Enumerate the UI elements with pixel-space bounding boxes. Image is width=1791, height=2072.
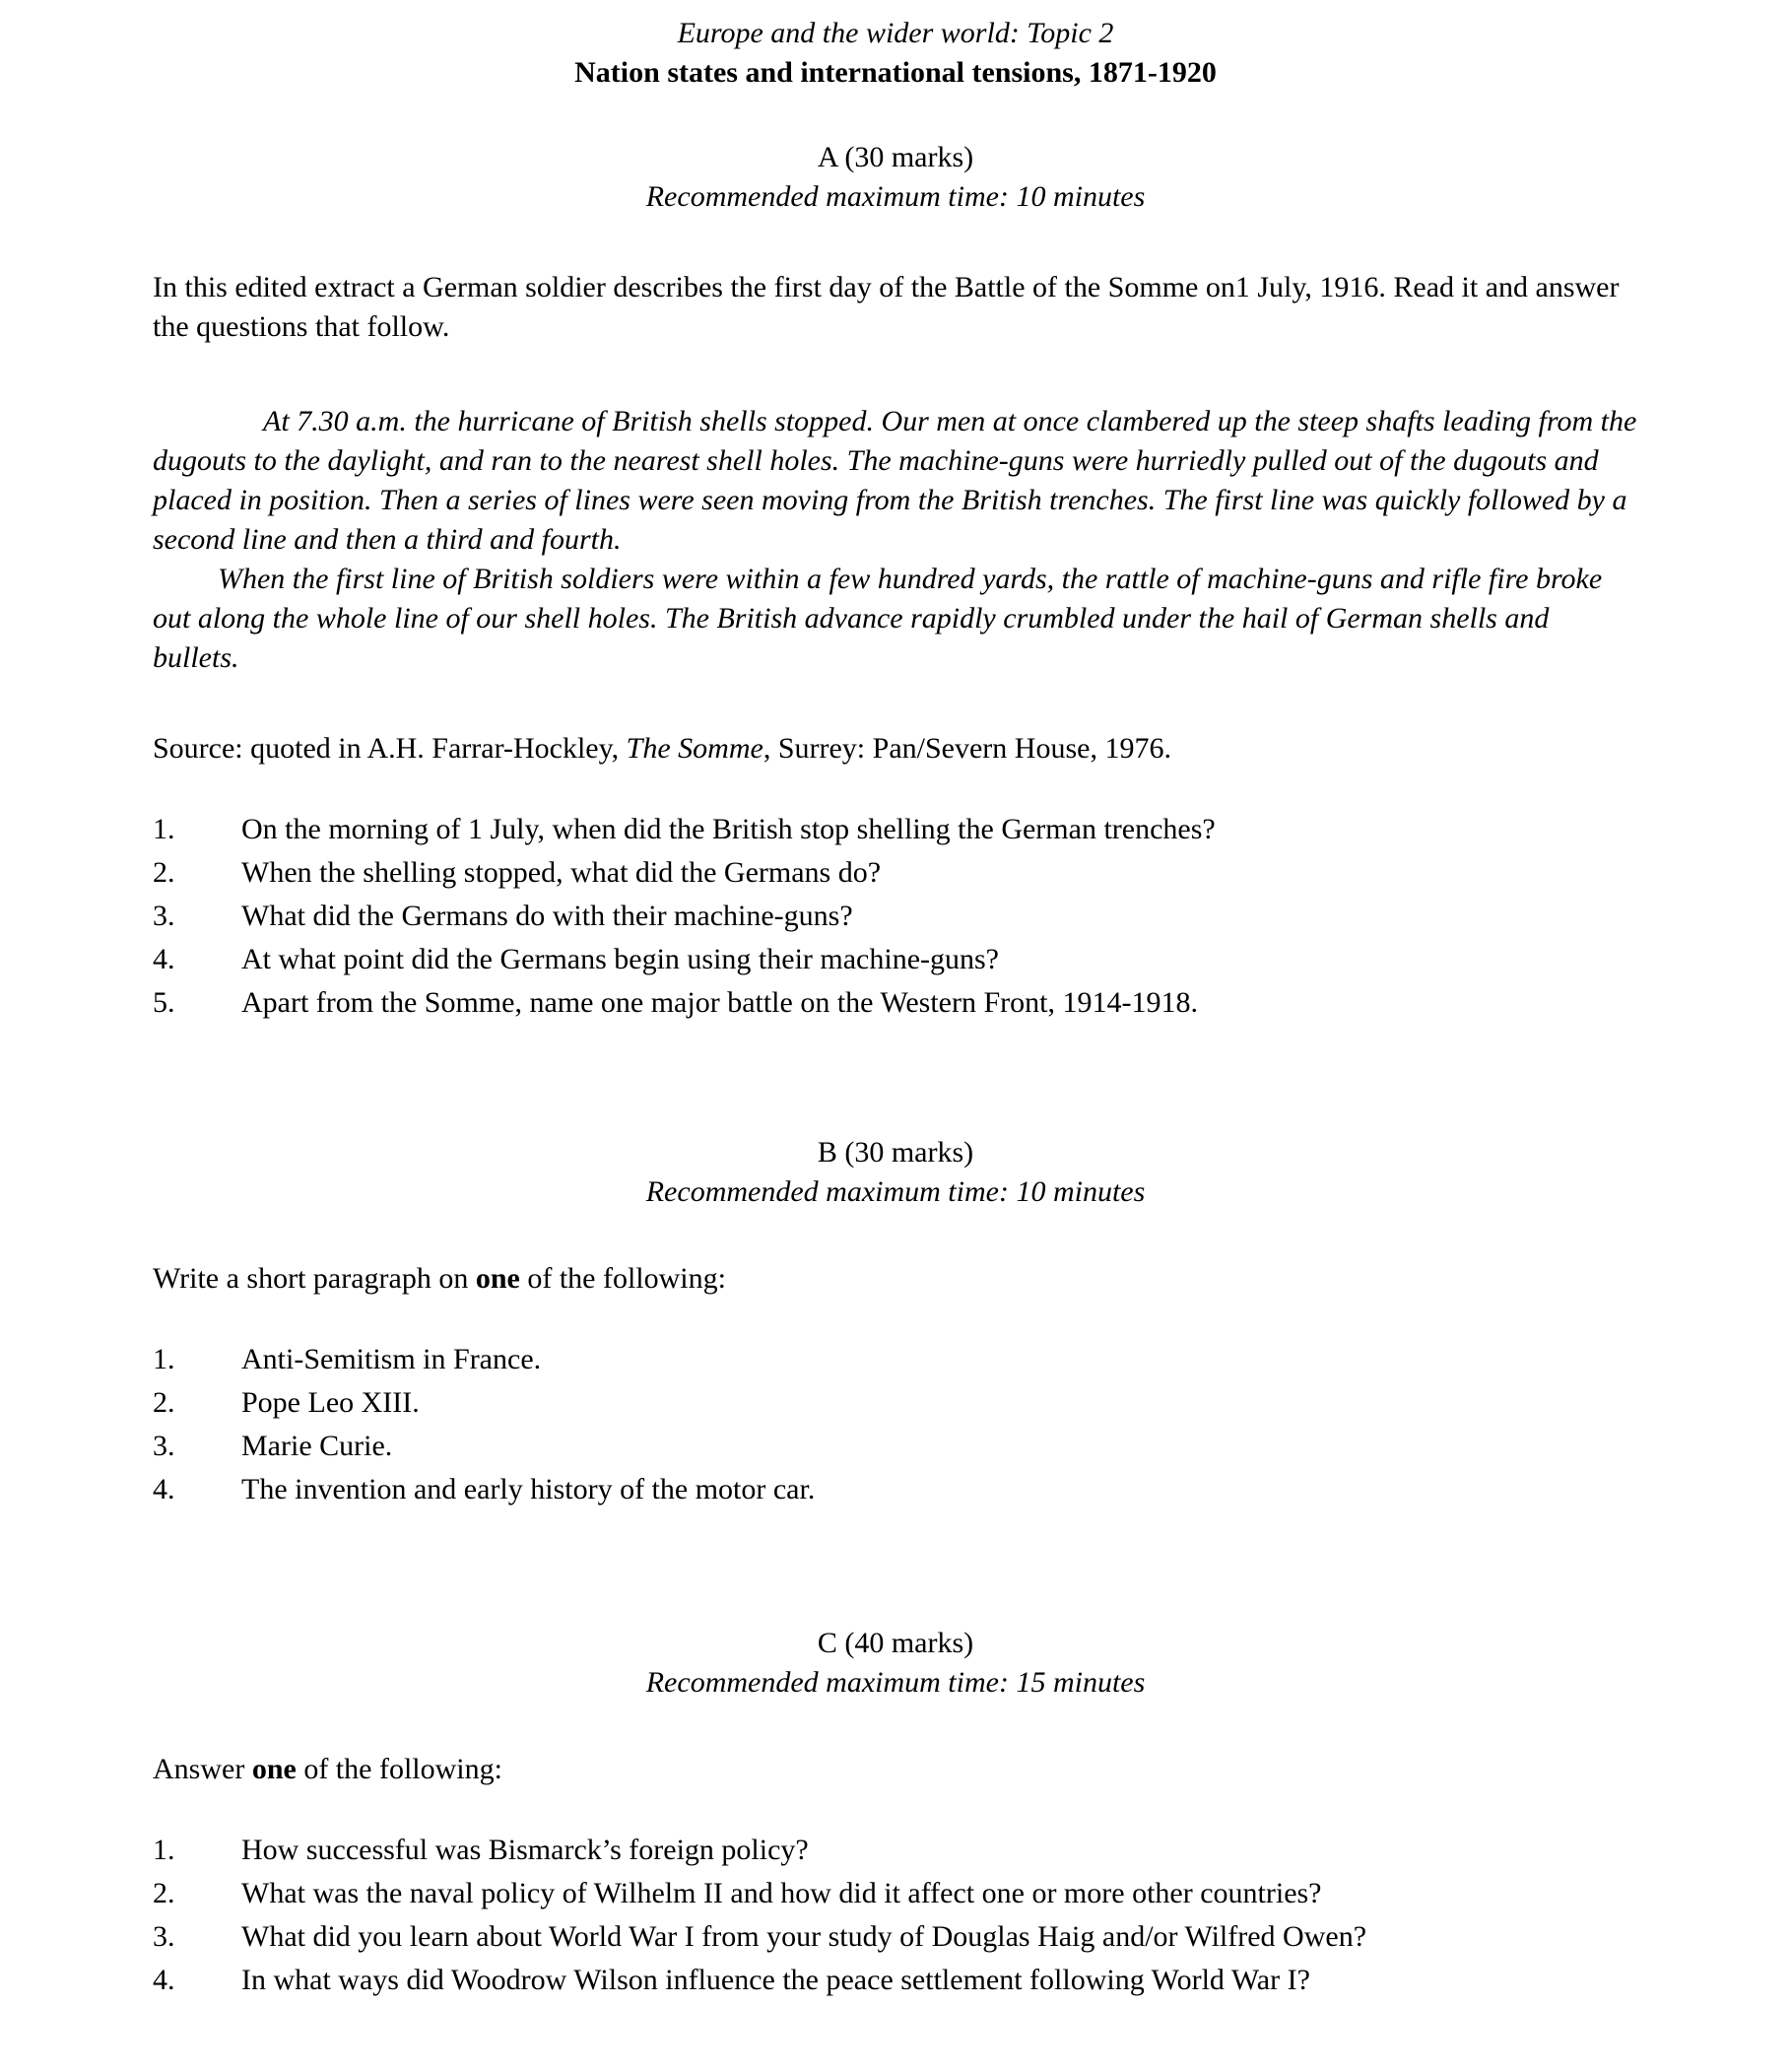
item-text: What was the naval policy of Wilhelm II and how did it affect one or more other countries?: [241, 1877, 1322, 1909]
section-b-heading-block: [153, 1133, 1638, 1212]
item-number: 3.: [153, 1920, 175, 1953]
topic-item: [153, 1427, 1638, 1466]
section-b-time-note: Recommended maximum time: 10 minutes: [645, 1175, 1146, 1208]
section-b: [153, 1133, 1638, 1509]
instruction-emphasis: one: [475, 1262, 520, 1295]
item-text: What did you learn about World War I from your study of Douglas Haig and/or Wilfred Owen?: [241, 1920, 1367, 1953]
instruction-emphasis: one: [251, 1753, 297, 1785]
question-item: [153, 983, 1638, 1023]
item-number: 4.: [153, 1964, 175, 1996]
item-text: Marie Curie.: [241, 1430, 393, 1462]
question-item: [153, 1874, 1638, 1913]
section-c-heading-block: [153, 1624, 1638, 1703]
section-b-heading: B (30 marks): [817, 1136, 974, 1169]
section-a: [153, 138, 1638, 1023]
item-number: 2.: [153, 1877, 175, 1909]
instruction-prefix: Write a short paragraph on: [153, 1262, 476, 1295]
section-a-heading-block: [153, 138, 1638, 217]
item-text: In what ways did Woodrow Wilson influence the peace settlement following World War I?: [241, 1964, 1310, 1996]
question-item: [153, 810, 1638, 849]
section-c-questions: [153, 1831, 1638, 2000]
item-number: 1.: [153, 813, 175, 845]
question-item: [153, 1831, 1638, 1870]
section-c-heading: C (40 marks): [817, 1627, 974, 1659]
extract-paragraph-2: When the first line of British soldiers were within a few hundred yards, the rattle of machine-guns and rifle fire broke out along the whole line of our shell holes. The British advance rapidly crumbled under the hail of German shells and bullets.: [153, 563, 1603, 674]
section-a-intro: In this edited extract a German soldier describes the first day of the Battle of the Somme on1 July, 1916. Read it and answer the questions that follow.: [153, 271, 1620, 343]
instruction-prefix: Answer: [153, 1753, 252, 1785]
source-citation: [153, 729, 1638, 769]
source-citation-suffix: , Surrey: Pan/Severn House, 1976.: [763, 732, 1171, 765]
item-number: 4.: [153, 943, 175, 975]
item-text: Anti-Semitism in France.: [241, 1343, 542, 1375]
question-item: [153, 1917, 1638, 1957]
topic-title: Nation states and international tensions, 1871-1920: [574, 56, 1217, 89]
extract-paragraph-1: At 7.30 a.m. the hurricane of British shells stopped. Our men at once clambered up the steep shafts leading from the dugouts to the daylight, and ran to the nearest shell holes. The machine-guns were hurriedly pulled out of the dugouts and placed in position. Then a series of lines were seen moving from the British trenches. The first line was quickly followed by a second line and then a third and fourth.: [153, 405, 1637, 556]
section-c: [153, 1624, 1638, 2000]
section-a-questions: [153, 810, 1638, 1023]
source-citation-title: The Somme: [626, 732, 763, 765]
section-a-heading: A (30 marks): [817, 141, 974, 173]
source-extract: [153, 402, 1638, 678]
instruction-suffix: of the following:: [519, 1262, 726, 1295]
section-b-instruction: [153, 1259, 1638, 1299]
item-number: 1.: [153, 1834, 175, 1866]
item-number: 3.: [153, 1430, 175, 1462]
item-text: On the morning of 1 July, when did the British stop shelling the German trenches?: [241, 813, 1216, 845]
section-c-instruction: [153, 1750, 1638, 1789]
item-text: Pope Leo XIII.: [241, 1386, 420, 1419]
topic-item: [153, 1383, 1638, 1423]
item-number: 1.: [153, 1343, 175, 1375]
question-item: [153, 1961, 1638, 2000]
item-text: Apart from the Somme, name one major battle on the Western Front, 1914-1918.: [241, 986, 1198, 1019]
item-number: 2.: [153, 1386, 175, 1419]
series-title: Europe and the wider world: Topic 2: [677, 17, 1114, 49]
section-a-time-note: Recommended maximum time: 10 minutes: [645, 180, 1146, 213]
document-header: [153, 14, 1638, 93]
question-item: [153, 897, 1638, 936]
question-item: [153, 940, 1638, 979]
item-text: What did the Germans do with their machine-guns?: [241, 900, 853, 932]
item-number: 2.: [153, 856, 175, 889]
item-number: 3.: [153, 900, 175, 932]
topic-item: [153, 1340, 1638, 1379]
topic-item: [153, 1470, 1638, 1509]
section-b-topics: [153, 1340, 1638, 1509]
item-text: When the shelling stopped, what did the Germans do?: [241, 856, 882, 889]
section-c-time-note: Recommended maximum time: 15 minutes: [645, 1666, 1146, 1699]
item-text: At what point did the Germans begin using their machine-guns?: [241, 943, 999, 975]
item-number: 4.: [153, 1473, 175, 1505]
instruction-suffix: of the following:: [296, 1753, 502, 1785]
question-item: [153, 853, 1638, 893]
item-number: 5.: [153, 986, 175, 1019]
source-citation-prefix: Source: quoted in A.H. Farrar-Hockley,: [153, 732, 627, 765]
item-text: The invention and early history of the motor car.: [241, 1473, 816, 1505]
item-text: How successful was Bismarck’s foreign policy?: [241, 1834, 809, 1866]
